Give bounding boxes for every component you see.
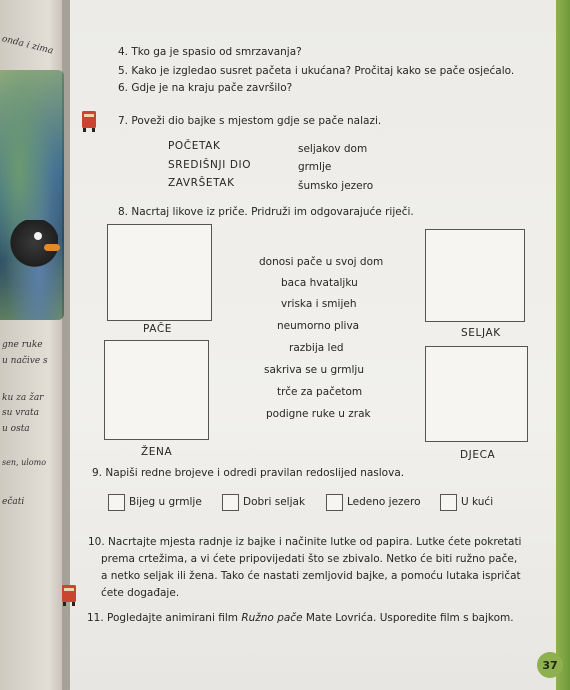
q8-phrase: razbija led (289, 342, 344, 354)
order-box-escape[interactable] (108, 494, 125, 511)
q7-place: seljakov dom (298, 143, 368, 155)
question-8: 8. Nacrtaj likove iz priče. Pridruži im odgovarajuće riječi. (118, 206, 414, 218)
duckling-eye (34, 232, 42, 240)
drawing-box-farmer[interactable] (425, 229, 525, 322)
q7-place: grmlje (298, 161, 332, 173)
q7-part-start: POČETAK (168, 140, 221, 152)
character-label-children: DJECA (460, 449, 496, 461)
film-title: Ružno pače (241, 612, 303, 624)
order-box-house[interactable] (440, 494, 457, 511)
left-fragment: ku za žar (2, 393, 44, 403)
question-4: 4. Tko ga je spasio od smrzavanja? (118, 46, 302, 58)
question-6: 6. Gdje je na kraju pače završilo? (118, 82, 293, 94)
left-fragment: gne ruke (2, 340, 43, 350)
left-fragment: onda i zima (0, 34, 55, 57)
q8-phrase: baca hvataljku (281, 277, 358, 289)
q7-place: šumsko jezero (298, 180, 374, 192)
question-10-line: ćete događaje. (101, 587, 180, 599)
question-11-prefix: 11. Pogledajte animirani film (87, 612, 242, 624)
book-icon (60, 584, 78, 606)
left-page-illustration (0, 70, 64, 320)
order-box-farmer[interactable] (222, 494, 239, 511)
q9-title: Ledeno jezero (347, 496, 421, 508)
q7-part-middle: SREDIŠNJI DIO (168, 159, 252, 171)
left-fragment: su vrata (2, 408, 40, 418)
q8-phrase: sakriva se u grmlju (264, 364, 364, 376)
q7-part-end: ZAVRŠETAK (168, 177, 235, 189)
question-10-line: a netko seljak ili žena. Tako će nastati zemljovid bajke, a pomoću lutaka ispričat (101, 570, 521, 582)
q8-phrase: donosi pače u svoj dom (259, 256, 384, 268)
q9-title: U kući (461, 496, 494, 508)
left-fragment: u načive s (2, 356, 48, 366)
q8-phrase: vriska i smijeh (281, 298, 357, 310)
question-10-line: prema crtežima, a vi ćete pripovijedati što se zbivalo. Netko će biti ružno pače, (101, 553, 518, 565)
left-fragment: sen, ulomo (2, 458, 47, 467)
character-label-woman: ŽENA (141, 446, 173, 458)
question-10-line: 10. Nacrtajte mjesta radnje iz bajke i načinite lutke od papira. Lutke ćete pokretati (88, 536, 522, 548)
question-5: 5. Kako je izgledao susret pačeta i ukućana? Pročitaj kako se pače osjećalo. (118, 65, 515, 77)
q8-phrase: neumorno pliva (277, 320, 360, 332)
page-number: 37 (537, 652, 563, 678)
book-icon (80, 110, 98, 132)
character-label-duckling: PAČE (143, 323, 173, 335)
question-7: 7. Poveži dio bajke s mjestom gdje se pače nalazi. (118, 115, 382, 127)
duckling-beak (44, 244, 60, 251)
q8-phrase: trče za pačetom (277, 386, 363, 398)
drawing-box-duckling[interactable] (107, 224, 212, 321)
drawing-box-woman[interactable] (104, 340, 209, 440)
order-box-frozen-lake[interactable] (326, 494, 343, 511)
question-11-suffix: Mate Lovrića. Usporedite film s bajkom. (302, 612, 514, 624)
q9-title: Dobri seljak (243, 496, 306, 508)
q9-title: Bijeg u grmlje (129, 496, 202, 508)
left-fragment: ečati (2, 497, 25, 507)
page-edge-strip (556, 0, 570, 690)
question-11 (87, 612, 514, 624)
question-9: 9. Napiši redne brojeve i odredi pravilan redoslijed naslova. (92, 467, 405, 479)
character-label-farmer: SELJAK (461, 327, 501, 339)
left-fragment: u osta (2, 424, 30, 434)
q8-phrase: podigne ruke u zrak (266, 408, 371, 420)
drawing-box-children[interactable] (425, 346, 528, 442)
